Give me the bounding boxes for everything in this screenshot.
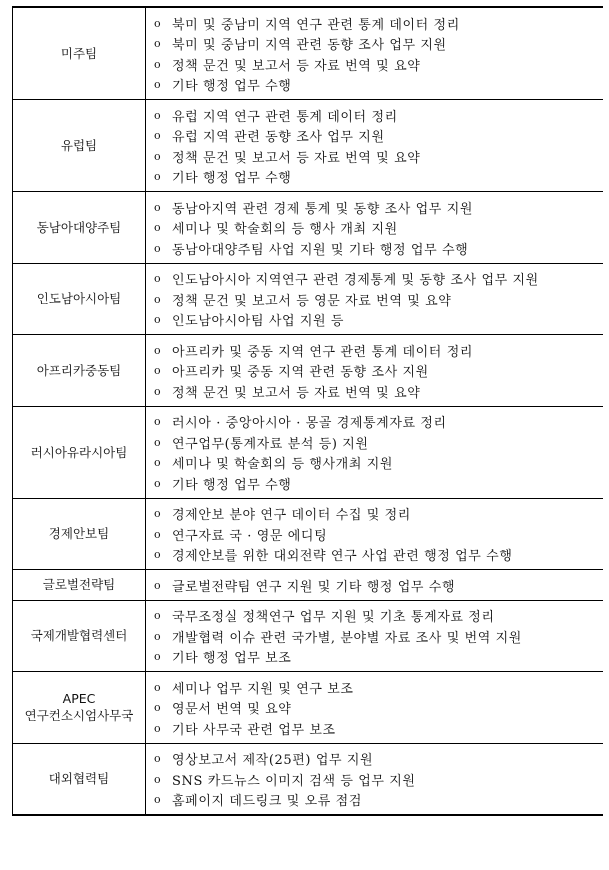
bullet-icon: o xyxy=(154,108,162,122)
task-item xyxy=(154,146,603,167)
task-list-cell xyxy=(146,100,604,192)
task-item xyxy=(154,105,603,126)
task-item xyxy=(154,790,603,811)
team-name: 경제안보팀 xyxy=(48,526,110,542)
bullet-icon: o xyxy=(154,435,162,449)
task-text: 경제안보 분야 연구 데이터 수집 및 정리 xyxy=(172,508,411,524)
task-item xyxy=(154,545,603,566)
task-text: 북미 및 중남미 지역 관련 동향 조사 업무 지원 xyxy=(172,38,447,54)
task-item xyxy=(154,289,603,310)
task-item xyxy=(154,473,603,494)
task-text: SNS 카드뉴스 이미지 검색 등 업무 지원 xyxy=(172,773,416,789)
team-name-cell xyxy=(13,406,146,498)
task-item xyxy=(154,412,603,433)
table-row xyxy=(13,100,604,192)
task-text: 유럽 지역 연구 관련 통계 데이터 정리 xyxy=(172,109,398,125)
bullet-icon: o xyxy=(154,364,162,378)
task-list-cell xyxy=(146,498,604,570)
team-name: 대외협력팀 xyxy=(48,771,110,787)
task-item xyxy=(154,340,603,361)
team-name: 동남아대양주팀 xyxy=(36,219,122,235)
task-text: 기타 행정 업무 수행 xyxy=(172,171,292,187)
task-item xyxy=(154,34,603,55)
team-name-cell xyxy=(13,498,146,570)
team-name-cell xyxy=(13,600,146,672)
task-text: 러시아 · 중앙아시아 · 몽골 경제통계자료 정리 xyxy=(172,416,447,432)
task-list-cell xyxy=(146,600,604,672)
task-text: 연구업무(통계자료 분석 등) 지원 xyxy=(172,436,369,452)
bullet-icon: o xyxy=(154,476,162,490)
team-name-cell xyxy=(13,570,146,601)
task-item xyxy=(154,197,603,218)
task-text: 기타 행정 업무 수행 xyxy=(172,477,292,493)
task-item xyxy=(154,167,603,188)
task-text: 세미나 및 학술회의 등 행사개최 지원 xyxy=(172,457,394,473)
bullet-icon: o xyxy=(154,221,162,235)
bullet-icon: o xyxy=(154,650,162,664)
bullet-icon: o xyxy=(154,241,162,255)
task-text: 영상보고서 제작(25편) 업무 지원 xyxy=(172,753,374,769)
bullet-icon: o xyxy=(154,578,162,592)
task-text: 인도남아시아 지역연구 관련 경제통계 및 동향 조사 업무 지원 xyxy=(172,273,539,289)
team-name: 연구컨소시엄사무국 xyxy=(24,708,134,724)
bullet-icon: o xyxy=(154,272,162,286)
bullet-icon: o xyxy=(154,343,162,357)
bullet-icon: o xyxy=(154,129,162,143)
task-item xyxy=(154,13,603,34)
bullet-icon: o xyxy=(154,752,162,766)
bullet-icon: o xyxy=(154,456,162,470)
task-text: 기타 사무국 관련 업무 보조 xyxy=(172,722,336,738)
team-name-cell xyxy=(13,335,146,407)
table-row xyxy=(13,672,604,744)
table-row xyxy=(13,263,604,335)
task-item xyxy=(154,677,603,698)
team-name: 국제개발협력센터 xyxy=(30,628,128,644)
task-text: 세미나 업무 지원 및 연구 보조 xyxy=(172,681,354,697)
task-text: 글로벌전략팀 연구 지원 및 기타 행정 업무 수행 xyxy=(172,579,456,595)
task-list-cell xyxy=(146,406,604,498)
task-item xyxy=(154,238,603,259)
task-item xyxy=(154,54,603,75)
task-item xyxy=(154,75,603,96)
bullet-icon: o xyxy=(154,701,162,715)
team-name: 인도남아시아팀 xyxy=(36,291,122,307)
task-item xyxy=(154,218,603,239)
bullet-icon: o xyxy=(154,16,162,30)
bullet-icon: o xyxy=(154,292,162,306)
task-text: 기타 행정 업무 수행 xyxy=(172,79,292,95)
bullet-icon: o xyxy=(154,78,162,92)
bullet-icon: o xyxy=(154,629,162,643)
team-name-cell xyxy=(13,7,146,100)
table-row xyxy=(13,743,604,815)
task-text: 동남아지역 관련 경제 통계 및 동향 조사 업무 지원 xyxy=(172,201,474,217)
team-name: 글로벌전략팀 xyxy=(42,577,116,593)
team-name-cell xyxy=(13,743,146,815)
bullet-icon: o xyxy=(154,527,162,541)
task-item xyxy=(154,269,603,290)
task-item xyxy=(154,718,603,739)
table-row xyxy=(13,7,604,100)
task-item xyxy=(154,606,603,627)
task-text: 개발협력 이슈 관련 국가별, 분야별 자료 조사 및 번역 지원 xyxy=(172,630,522,646)
bullet-icon: o xyxy=(154,37,162,51)
table-row xyxy=(13,192,604,264)
task-list-cell xyxy=(146,743,604,815)
task-item xyxy=(154,698,603,719)
task-item xyxy=(154,749,603,770)
task-text: 정책 문건 및 보고서 등 자료 번역 및 요약 xyxy=(172,58,421,74)
task-text: 정책 문건 및 보고서 등 자료 번역 및 요약 xyxy=(172,150,421,166)
bullet-icon: o xyxy=(154,609,162,623)
task-list-cell xyxy=(146,672,604,744)
task-text: 홈페이지 데드링크 및 오류 점검 xyxy=(172,794,362,810)
task-item xyxy=(154,575,603,596)
task-list-cell xyxy=(146,570,604,601)
team-name: APEC xyxy=(62,691,96,707)
table-row xyxy=(13,600,604,672)
team-name: 아프리카중동팀 xyxy=(36,362,122,378)
task-text: 경제안보를 위한 대외전략 연구 사업 관련 행정 업무 수행 xyxy=(172,549,513,565)
table-row xyxy=(13,335,604,407)
task-item xyxy=(154,310,603,331)
task-item xyxy=(154,504,603,525)
task-text: 아프리카 및 중동 지역 연구 관련 통계 데이터 정리 xyxy=(172,344,474,360)
task-item xyxy=(154,647,603,668)
task-list-cell xyxy=(146,335,604,407)
task-text: 유럽 지역 관련 동향 조사 업무 지원 xyxy=(172,130,385,146)
task-text: 영문서 번역 및 요약 xyxy=(172,702,292,718)
team-name: 미주팀 xyxy=(60,46,98,61)
task-text: 세미나 및 학술회의 등 행사 개최 지원 xyxy=(172,222,398,238)
table-row xyxy=(13,570,604,601)
bullet-icon: o xyxy=(154,200,162,214)
task-text: 정책 문건 및 보고서 등 영문 자료 번역 및 요약 xyxy=(172,293,452,309)
bullet-icon: o xyxy=(154,507,162,521)
team-name-cell xyxy=(13,263,146,335)
bullet-icon: o xyxy=(154,384,162,398)
task-text: 인도남아시아팀 사업 지원 등 xyxy=(172,314,345,330)
bullet-icon: o xyxy=(154,415,162,429)
bullet-icon: o xyxy=(154,313,162,327)
bullet-icon: o xyxy=(154,793,162,807)
task-list-cell xyxy=(146,192,604,264)
team-name-cell xyxy=(13,672,146,744)
team-name-cell xyxy=(13,100,146,192)
task-text: 연구자료 국 · 영문 에디팅 xyxy=(172,528,328,544)
task-item xyxy=(154,126,603,147)
task-text: 아프리카 및 중동 지역 관련 동향 조사 지원 xyxy=(172,365,429,381)
table-row xyxy=(13,406,604,498)
task-list-cell xyxy=(146,263,604,335)
task-item xyxy=(154,432,603,453)
bullet-icon: o xyxy=(154,149,162,163)
task-item xyxy=(154,769,603,790)
bullet-icon: o xyxy=(154,57,162,71)
task-item xyxy=(154,453,603,474)
bullet-icon: o xyxy=(154,170,162,184)
team-name-cell xyxy=(13,192,146,264)
table-row xyxy=(13,498,604,570)
duties-table xyxy=(12,6,603,816)
task-text: 정책 문건 및 보고서 등 자료 번역 및 요약 xyxy=(172,385,421,401)
task-text: 북미 및 중남미 지역 연구 관련 통계 데이터 정리 xyxy=(172,17,460,33)
task-item xyxy=(154,626,603,647)
bullet-icon: o xyxy=(154,721,162,735)
bullet-icon: o xyxy=(154,680,162,694)
task-list-cell xyxy=(146,7,604,100)
task-text: 국무조정실 정책연구 업무 지원 및 기초 통계자료 정리 xyxy=(172,610,495,626)
bullet-icon: o xyxy=(154,548,162,562)
task-item xyxy=(154,524,603,545)
task-item xyxy=(154,381,603,402)
task-item xyxy=(154,361,603,382)
task-text: 동남아대양주팀 사업 지원 및 기타 행정 업무 수행 xyxy=(172,242,469,258)
bullet-icon: o xyxy=(154,772,162,786)
team-name: 러시아유라시아팀 xyxy=(30,444,128,460)
team-name: 유럽팀 xyxy=(60,138,98,153)
task-text: 기타 행정 업무 보조 xyxy=(172,651,292,667)
